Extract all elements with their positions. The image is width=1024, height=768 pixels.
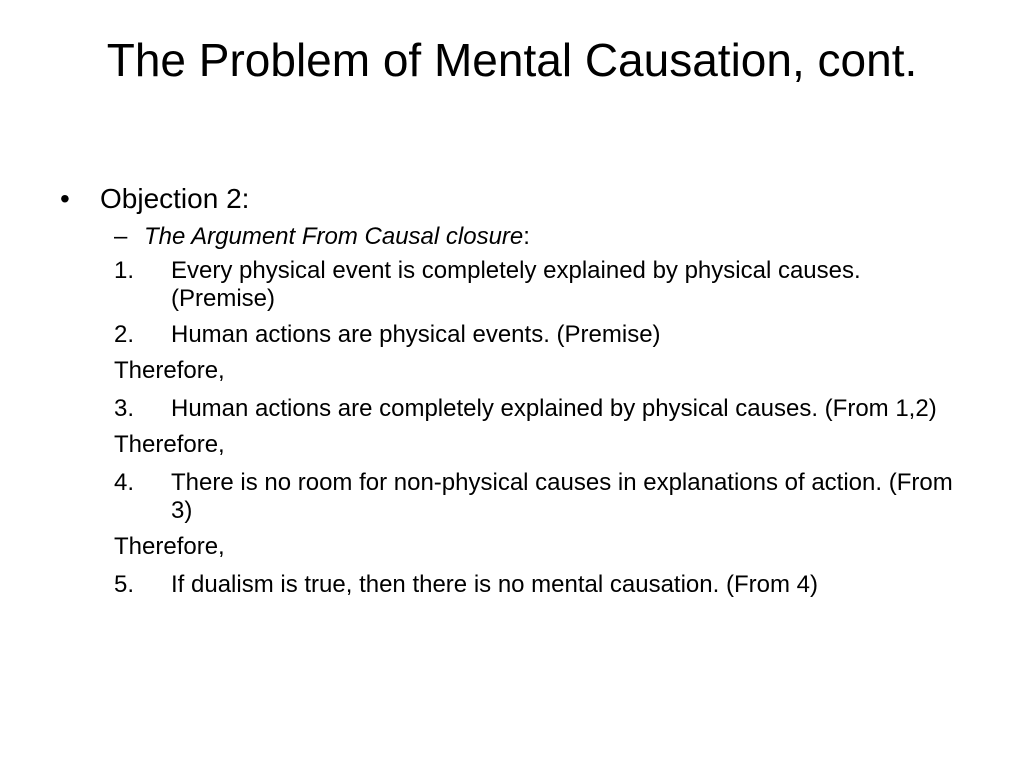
argument-name: The Argument From Causal closure	[144, 223, 524, 250]
step-number: 2.	[114, 321, 135, 348]
argument-heading	[58, 222, 958, 252]
therefore-connector: Therefore,	[114, 533, 225, 560]
bullet-icon: •	[60, 183, 70, 214]
step-5	[58, 571, 958, 599]
step-number: 5.	[114, 571, 135, 598]
dash-icon: –	[114, 223, 128, 250]
step-2	[58, 321, 958, 349]
slide-title: The Problem of Mental Causation, cont.	[106, 34, 918, 86]
step-number: 3.	[114, 395, 135, 422]
step-number: 1.	[114, 257, 135, 284]
therefore-connector: Therefore,	[114, 357, 225, 384]
step-text: Human actions are completely explained by physical causes. (From 1,2)	[171, 395, 937, 422]
step-number: 4.	[114, 469, 135, 496]
step-text: Every physical event is completely explained by physical causes. (Premise)	[171, 257, 861, 312]
therefore-connector: Therefore,	[114, 431, 225, 458]
slide-body	[58, 182, 958, 607]
step-text: There is no room for non-physical causes in explanations of action. (From 3)	[171, 469, 953, 524]
step-text: Human actions are physical events. (Premise)	[171, 321, 661, 348]
objection-bullet	[58, 182, 958, 216]
objection-label: Objection 2:	[100, 183, 250, 214]
step-1	[58, 257, 958, 313]
step-text: If dualism is true, then there is no mental causation. (From 4)	[171, 571, 818, 598]
step-4	[58, 469, 958, 525]
step-3	[58, 395, 958, 423]
argument-suffix: :	[523, 223, 530, 250]
